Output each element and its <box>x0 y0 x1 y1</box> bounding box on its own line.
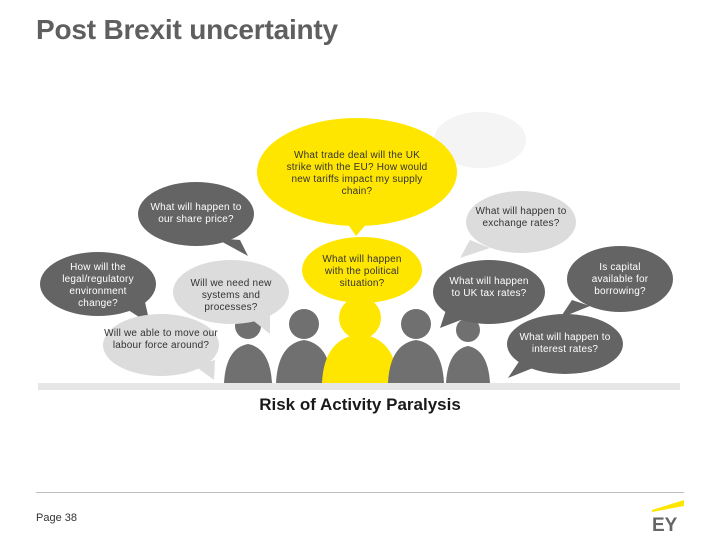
ey-logo-text: EY <box>652 515 678 534</box>
labour-text: Will we able to move our labour force around? <box>104 328 218 351</box>
person-icon-right <box>388 309 444 383</box>
person-icon-far-right <box>446 318 490 383</box>
ey-logo-icon <box>648 498 688 534</box>
interest-rates-text: What will happen to interest rates? <box>519 332 611 355</box>
share-price-text: What will happen to our share price? <box>150 202 242 225</box>
slide-title: Post Brexit uncertainty <box>36 14 338 45</box>
baseline-bar <box>38 383 680 390</box>
tax-rates-text: What will happen to UK tax rates? <box>449 276 529 299</box>
exchange-rates-text: What will happen to exchange rates? <box>475 206 567 229</box>
page-number: Page 38 <box>36 512 77 524</box>
footer-divider <box>36 492 684 493</box>
trade-deal-text: What trade deal will the UK strike with the EU? How would new tariffs impact my supply chain? <box>286 150 428 197</box>
systems-text: Will we need new systems and processes? <box>190 278 272 313</box>
person-icon-center <box>322 297 398 383</box>
capital-text: Is capital available for borrowing? <box>591 262 649 297</box>
caption: Risk of Activity Paralysis <box>259 395 461 414</box>
legal-text: How will the legal/regulatory environment change? <box>62 262 134 309</box>
political-text: What will happen with the political situation? <box>322 254 402 289</box>
